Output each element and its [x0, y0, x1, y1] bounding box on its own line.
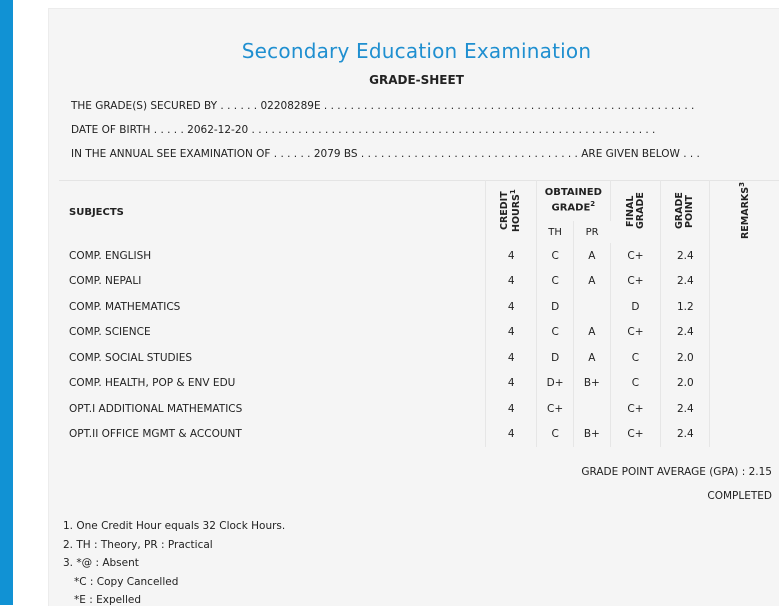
cell-pr: B+	[574, 422, 610, 448]
header-credit-hours	[486, 181, 537, 244]
cell-credit: 4	[486, 243, 537, 269]
cell-final: D	[610, 294, 661, 320]
grades-table	[59, 180, 779, 447]
header-th: TH	[537, 221, 574, 243]
cell-credit: 4	[486, 294, 537, 320]
cell-gp: 2.0	[661, 345, 710, 371]
cell-th: D	[537, 345, 574, 371]
cell-final: C+	[610, 320, 661, 346]
secured-by-line	[71, 100, 731, 112]
cell-pr: A	[574, 243, 610, 269]
cell-final: C	[610, 345, 661, 371]
header-remarks-label: REMARKS	[740, 186, 752, 239]
cell-pr: A	[574, 320, 610, 346]
exam-dots: . . . . . . . . . . . . . . . . . . . . . . . . . . . . . . . . .	[357, 148, 582, 160]
table-row	[59, 422, 779, 448]
cell-subject: COMP. SCIENCE	[59, 320, 486, 346]
cell-remarks	[710, 396, 779, 422]
cell-subject: COMP. NEPALI	[59, 269, 486, 295]
header-remarks-sup: 3	[738, 181, 747, 187]
header-obtained-grade	[537, 181, 610, 222]
secured-by-prefix: THE GRADE(S) SECURED BY . . . . . .	[71, 100, 261, 112]
date-of-birth: 2062-12-20	[187, 124, 249, 136]
footnote-1: 1. One Credit Hour equals 32 Clock Hours.	[63, 520, 286, 532]
cell-remarks	[710, 243, 779, 269]
header-subjects: SUBJECTS	[59, 181, 486, 244]
cell-subject: COMP. SOCIAL STUDIES	[59, 345, 486, 371]
cell-credit: 4	[486, 396, 537, 422]
header-remarks	[710, 181, 779, 244]
cell-th: C	[537, 243, 574, 269]
gpa-line	[581, 466, 772, 478]
cell-pr: A	[574, 345, 610, 371]
footnote-2: 2. TH : Theory, PR : Practical	[63, 538, 213, 551]
cell-final: C+	[610, 422, 661, 448]
cell-subject: OPT.I ADDITIONAL MATHEMATICS	[59, 396, 486, 422]
footnote-3: 3. *@ : Absent	[63, 557, 139, 569]
dob-dots: . . . . . . . . . . . . . . . . . . . . . . . . . . . . . . . . . . . . . . . . . . . . . . . . . . . . . . . . . . . . .	[248, 124, 656, 136]
cell-credit: 4	[486, 345, 537, 371]
cell-remarks	[710, 345, 779, 371]
result-status: COMPLETED	[707, 490, 772, 502]
cell-gp: 2.4	[661, 320, 710, 346]
exam-year: 2079 BS	[313, 148, 358, 160]
gpa-label: GRADE POINT AVERAGE (GPA) :	[581, 466, 749, 478]
cell-credit: 4	[486, 371, 537, 397]
cell-final: C+	[610, 269, 661, 295]
header-final-grade: FINAL GRADE	[610, 181, 661, 244]
cell-subject: COMP. ENGLISH	[59, 243, 486, 269]
dob-prefix: DATE OF BIRTH . . . . .	[71, 124, 188, 136]
exam-line	[71, 148, 731, 160]
cell-th: D	[537, 294, 574, 320]
dob-line	[71, 124, 731, 136]
cell-subject: COMP. HEALTH, POP & ENV EDU	[59, 371, 486, 397]
table-row	[59, 320, 779, 346]
cell-subject: COMP. MATHEMATICS	[59, 294, 486, 320]
exam-title: Secondary Education Examination	[241, 39, 592, 63]
header-pr: PR	[585, 226, 599, 238]
cell-pr: A	[574, 269, 610, 295]
table-row	[59, 371, 779, 397]
cell-gp: 2.4	[661, 422, 710, 448]
cell-remarks	[710, 320, 779, 346]
cell-th: C	[537, 320, 574, 346]
symbol-number: 02208289E	[260, 100, 321, 112]
exam-suffix: ARE GIVEN BELOW . . .	[581, 148, 700, 160]
cell-final: C+	[610, 396, 661, 422]
table-row	[59, 345, 779, 371]
table-row	[59, 396, 779, 422]
sheet-title: GRADE-SHEET	[369, 73, 464, 87]
left-accent-bar	[0, 0, 13, 605]
footnote-3b: *C : Copy Cancelled	[74, 575, 179, 588]
header-obtained-label: OBTAINED GRADE	[544, 187, 602, 214]
table-row	[59, 294, 779, 320]
cell-final: C+	[610, 243, 661, 269]
cell-th: C+	[537, 396, 574, 422]
gpa-value: 2.15	[748, 466, 772, 478]
cell-credit: 4	[486, 422, 537, 448]
footnotes	[63, 517, 285, 610]
cell-th: C	[537, 422, 574, 448]
cell-remarks	[710, 294, 779, 320]
cell-pr	[574, 396, 610, 422]
cell-gp: 1.2	[661, 294, 710, 320]
cell-th: D+	[537, 371, 574, 397]
cell-gp: 2.4	[661, 269, 710, 295]
header-credit-label: CREDIT HOURS	[499, 191, 523, 232]
cell-subject: OPT.II OFFICE MGMT & ACCOUNT	[59, 422, 486, 448]
cell-th: C	[537, 269, 574, 295]
header-grade-point: GRADE POINT	[661, 181, 710, 244]
header-obtained-sup: 2	[590, 199, 596, 208]
cell-gp: 2.4	[661, 243, 710, 269]
grade-sheet	[48, 8, 779, 606]
table-row	[59, 269, 779, 295]
cell-credit: 4	[486, 269, 537, 295]
footnote-3c: *E : Expelled	[74, 594, 142, 606]
cell-remarks	[710, 371, 779, 397]
cell-gp: 2.0	[661, 371, 710, 397]
secured-by-dots: . . . . . . . . . . . . . . . . . . . . . . . . . . . . . . . . . . . . . . . . . . . . . . . . . . . . . . . .	[320, 100, 695, 112]
cell-remarks	[710, 269, 779, 295]
table-row	[59, 243, 779, 269]
exam-prefix: IN THE ANNUAL SEE EXAMINATION OF . . . . . .	[71, 148, 314, 160]
cell-remarks	[710, 422, 779, 448]
cell-pr	[574, 294, 610, 320]
cell-final: C	[610, 371, 661, 397]
cell-gp: 2.4	[661, 396, 710, 422]
header-credit-sup: 1	[509, 189, 518, 194]
cell-credit: 4	[486, 320, 537, 346]
cell-pr: B+	[574, 371, 610, 397]
